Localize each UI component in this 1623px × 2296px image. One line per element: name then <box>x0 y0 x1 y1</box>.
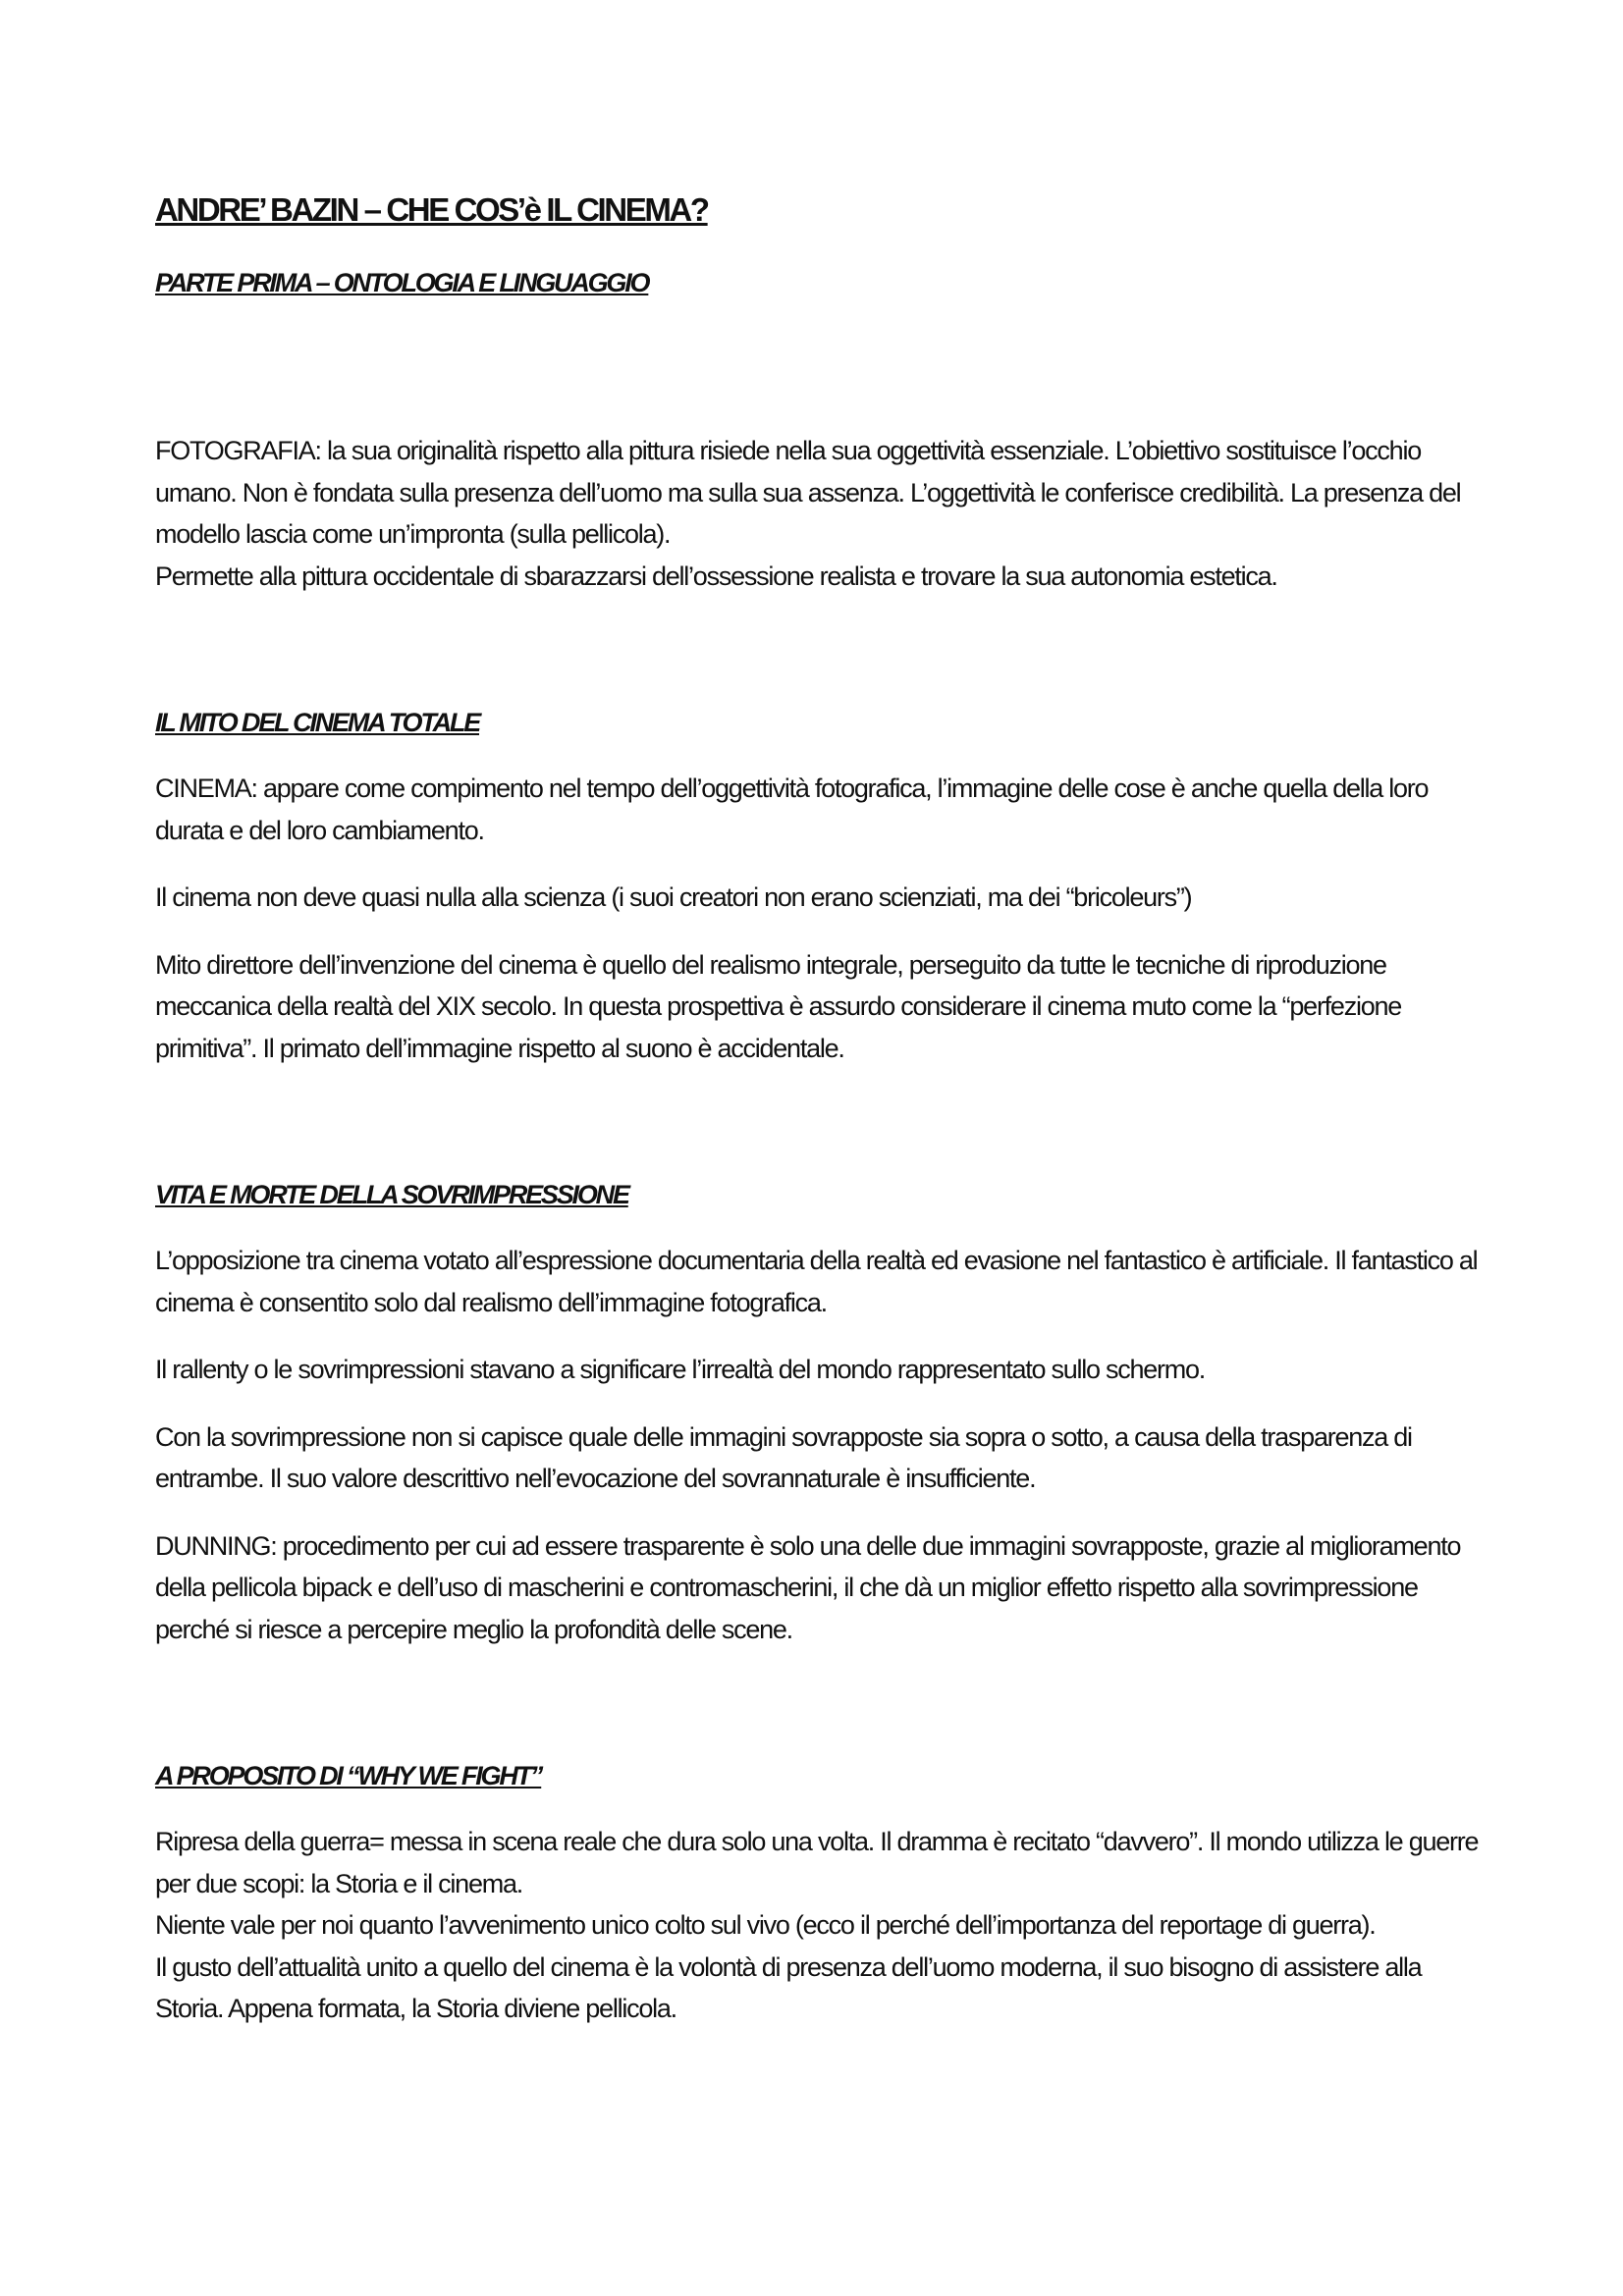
paragraph: FOTOGRAFIA: la sua originalità rispetto alla pittura risiede nella sua oggettività essenziale. L’obiettivo sostituisce l’occhio umano. Non è fondata sulla presenza dell’uomo ma sulla sua assenza. L’oggettività le conferisce credibilità. La presenza del modello lascia come un’impronta (sulla pellicola). Permette alla pittura occidentale di sbarazzarsi dell’ossessione realista e trovare la sua autonomia estetica. <box>155 436 1461 591</box>
paragraph: CINEMA: appare come compimento nel tempo dell’oggettività fotografica, l’immagine delle cose è anche quella della loro durata e del loro cambiamento. <box>155 774 1429 845</box>
spacer <box>155 919 1490 944</box>
spacer <box>155 597 1490 703</box>
paragraph: Il rallenty o le sovrimpressioni stavano a significare l’irrealtà del mondo rappresentato sullo schermo. <box>155 1355 1206 1384</box>
spacer <box>155 742 1490 768</box>
spacer <box>155 1500 1490 1525</box>
paragraph: Ripresa della guerra= messa in scena reale che dura solo una volta. Il dramma è recitato “davvero”. Il mondo utilizza le guerre per due scopi: la Storia e il cinema. Niente vale per noi quanto l’avvenimento unico colto sul vivo (ecco il perché dell’importanza del reportage di guerra). Il gusto dell’attualità unito a quello del cinema è la volontà di presenza dell’uomo moderna, il suo bisogno di assistere alla Storia. Appena formata, la Storia diviene pellicola. <box>155 1827 1479 2023</box>
spacer <box>155 1214 1490 1240</box>
section-fotografia <box>155 430 1490 597</box>
section-mito-cinema-totale <box>155 703 1490 1069</box>
spacer <box>155 1323 1490 1349</box>
paragraph: Con la sovrimpressione non si capisce quale delle immagini sovrapposte sia sopra o sotto, a causa della trasparenza di entrambe. Il suo valore descrittivo nell’evocazione del sovrannaturale è insufficiente. <box>155 1421 1412 1493</box>
spacer <box>155 1069 1490 1175</box>
section-heading: A PROPOSITO DI “WHY WE FIGHT” <box>155 1761 542 1790</box>
spacer <box>155 851 1490 877</box>
section-why-we-fight <box>155 1756 1490 2030</box>
spacer <box>155 1391 1490 1416</box>
spacer <box>155 1650 1490 1756</box>
part-title: PARTE PRIMA – ONTOLOGIA E LINGUAGGIO <box>155 268 649 297</box>
paragraph: DUNNING: procedimento per cui ad essere trasparente è solo una delle due immagini sovrapposte, grazie al miglioramento della pellicola bipack e dell’uso di mascherini e contromascherini, il che dà un miglior effetto rispetto alla sovrimpressione perché si riesce a percepire meglio la profondità delle scene. <box>155 1530 1461 1644</box>
paragraph: Il cinema non deve quasi nulla alla scienza (i suoi creatori non erano scienziati, ma dei “bricoleurs”) <box>155 882 1192 912</box>
paragraph: L’opposizione tra cinema votato all’espressione documentaria della realtà ed evasione nel fantastico è artificiale. Il fantastico al cinema è consentito solo dal realismo dell’immagine fotografica. <box>155 1246 1478 1317</box>
document-title: ANDRE’ BAZIN – CHE COS’è IL CINEMA? <box>155 191 708 228</box>
paragraph: Mito direttore dell’invenzione del cinema è quello del realismo integrale, perseguito da tutte le tecniche di riproduzione meccanica della realtà del XIX secolo. In questa prospettiva è assurdo considerare il cinema muto come la “perfezione primitiva”. Il primato dell’immagine rispetto al suono è accidentale. <box>155 949 1401 1063</box>
document-page <box>155 187 1490 2030</box>
section-heading: VITA E MORTE DELLA SOVRIMPRESSIONE <box>155 1180 628 1209</box>
section-heading: IL MITO DEL CINEMA TOTALE <box>155 708 480 737</box>
section-sovrimpressione <box>155 1175 1490 1650</box>
spacer <box>155 1795 1490 1821</box>
spacer <box>155 302 1490 430</box>
